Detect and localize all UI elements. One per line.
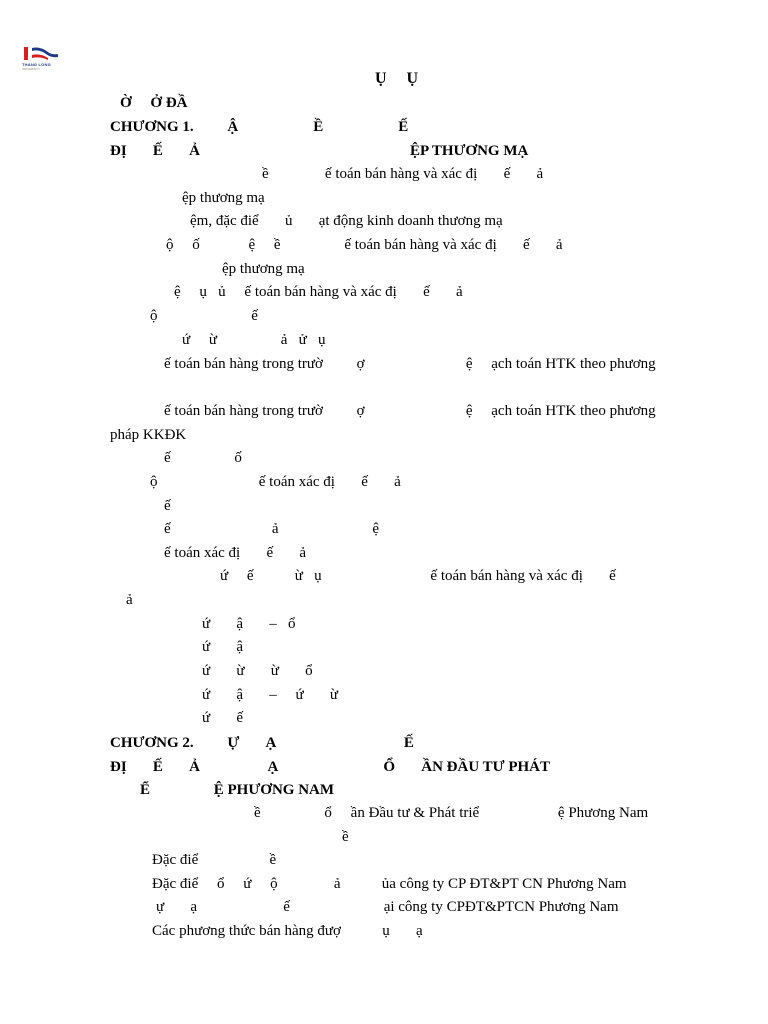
toc-entry: Các phương thức bán hàng đượ ụ ạ [152, 923, 423, 939]
toc-entry: ế [164, 498, 171, 514]
toc-intro: Ờ Ở ĐẦ [120, 95, 188, 111]
toc-entry: Đặc điể ổ ứ ộ ả ủa công ty CP ĐT&PT CN Phương Nam [152, 876, 627, 892]
toc-entry: pháp KKĐK [110, 427, 187, 443]
toc-entry: ệp thương mạ [182, 190, 265, 206]
logo-name: THANG LONG [22, 62, 51, 67]
toc-entry: ộ ế toán xác đị ế ả [150, 474, 401, 490]
toc-entry: ệm, đặc điể ủ ạt động kinh doanh thương mạ [190, 213, 503, 229]
chapter-1-heading-cont: ĐỊ Ế Ả ỆP THƯƠNG MẠ [110, 143, 529, 159]
toc-entry: ế toán bán hàng trong trườ ợ ệ ạch toán HTK theo phương [164, 403, 656, 419]
chapter-2-heading-cont: ĐỊ Ế Ả Ạ Ổ ẦN ĐẦU TƯ PHÁT [110, 759, 551, 775]
chapter-1-heading: CHƯƠNG 1. Ậ Ề Ế [110, 119, 409, 135]
toc-entry: ứ ậ – ổ [202, 616, 296, 632]
chapter-2-heading: CHƯƠNG 2. Ự Ạ Ế [110, 735, 414, 751]
logo-mark-icon [22, 46, 62, 62]
toc-entry: ế toán bán hàng trong trườ ợ ệ ạch toán HTK theo phương [164, 356, 656, 372]
toc-entry: ệp thương mạ [222, 261, 305, 277]
toc-entry: ế ố [164, 450, 242, 466]
toc-entry: ề ổ ần Đầu tư & Phát triể ệ Phương Nam [254, 805, 649, 821]
chapter-2-heading-cont: Ể Ệ PHƯƠNG NAM [140, 782, 335, 798]
university-logo [22, 46, 62, 72]
toc-entry: ứ ừ ừ ổ [202, 663, 313, 679]
toc-title: Ụ Ụ [375, 70, 419, 87]
toc-entry: ả [126, 592, 133, 608]
toc-entry: ứ ừ ả ử ụ [182, 332, 326, 348]
toc-entry: ệ ụ ủ ế toán bán hàng và xác đị ế ả [174, 284, 463, 300]
toc-entry: ộ ế [150, 308, 258, 324]
toc-entry: ề ế toán bán hàng và xác đị ế ả [262, 166, 544, 182]
logo-subtitle: UNIVERSITY [22, 67, 41, 71]
toc-entry: ự ạ ế ại công ty CPĐT&PTCN Phương Nam [156, 899, 619, 915]
toc-entry: ứ ậ [202, 639, 244, 655]
toc-entry: ề [342, 829, 349, 845]
toc-entry: ứ ậ – ứ ừ [202, 687, 339, 703]
toc-entry: ế ả ệ [164, 521, 379, 537]
toc-entry: ế toán xác đị ế ả [164, 545, 307, 561]
toc-entry: ộ ố ệ ề ế toán bán hàng và xác đị ế ả [166, 237, 563, 253]
toc-entry: Đặc điể ề [152, 852, 277, 868]
toc-entry: ứ ế ừ ụ ế toán bán hàng và xác đị ế [220, 568, 616, 584]
toc-entry: ứ ế [202, 710, 244, 726]
